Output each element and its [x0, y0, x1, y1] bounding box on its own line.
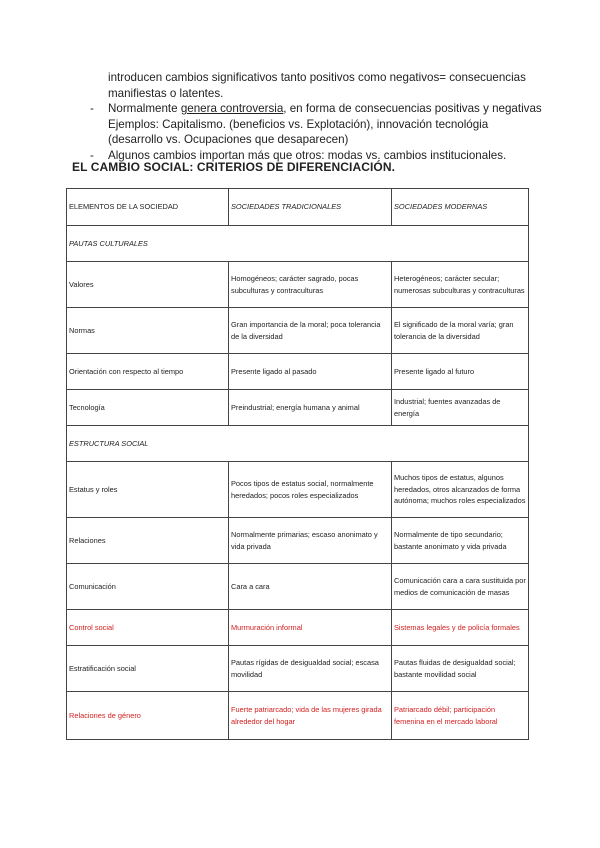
traditional-cell: Cara a cara: [229, 564, 392, 610]
bullet-item: [90, 101, 560, 148]
table-row-highlighted: [67, 610, 529, 646]
header-cell: SOCIEDADES MODERNAS: [392, 189, 529, 226]
bullet-line: (desarrollo vs. Ocupaciones que desaparecen): [108, 133, 349, 146]
element-cell: Estratificación social: [67, 646, 229, 692]
bullet-line: Ejemplos: Capitalismo. (beneficios vs. Explotación), innovación tecnológia: [108, 117, 489, 131]
modern-cell: Pautas fluidas de desigualdad social; bastante movilidad social: [392, 646, 529, 692]
traditional-cell: Pocos tipos de estatus social, normalmente heredados; pocos roles especializados: [229, 462, 392, 518]
element-cell: Relaciones de género: [67, 692, 229, 740]
table-row: [67, 564, 529, 610]
element-cell: Valores: [67, 262, 229, 308]
bullet-dash: -: [90, 102, 94, 115]
traditional-cell: Homogéneos; carácter sagrado, pocas subculturas y contraculturas: [229, 262, 392, 308]
section-heading: EL CAMBIO SOCIAL: CRITERIOS DE DIFERENCIACIÓN.: [72, 160, 396, 174]
table-row-highlighted: [67, 692, 529, 740]
header-cell: SOCIEDADES TRADICIONALES: [229, 189, 392, 226]
modern-cell: Normalmente de tipo secundario; bastante anonimato y vida privada: [392, 518, 529, 564]
element-cell: Relaciones: [67, 518, 229, 564]
bullet-line: Algunos cambios importan más que otros: modas vs. cambios institucionales.: [108, 148, 507, 162]
section-row: [67, 226, 529, 262]
element-cell: Orientación con respecto al tiempo: [67, 354, 229, 390]
header-cell: ELEMENTOS DE LA SOCIEDAD: [67, 189, 229, 226]
traditional-cell: Fuerte patriarcado; vida de las mujeres girada alrededor del hogar: [229, 692, 392, 740]
modern-cell: El significado de la moral varía; gran tolerancia de la diversidad: [392, 308, 529, 354]
traditional-cell: Murmuración informal: [229, 610, 392, 646]
table-header-row: [67, 189, 529, 226]
table-row: [67, 646, 529, 692]
modern-cell: Patriarcado débil; participación femenina en el mercado laboral: [392, 692, 529, 740]
table-row: [67, 390, 529, 426]
table-row: [67, 518, 529, 564]
modern-cell: Muchos tipos de estatus, algunos heredados, otros alcanzados de forma autónoma; muchos roles especializados: [392, 462, 529, 518]
bullet-dash: -: [90, 148, 94, 162]
traditional-cell: Normalmente primarias; escaso anonimato y vida privada: [229, 518, 392, 564]
section-label: ESTRUCTURA SOCIAL: [67, 426, 529, 462]
traditional-cell: Gran importancia de la moral; poca tolerancia de la diversidad: [229, 308, 392, 354]
modern-cell: Heterogéneos; carácter secular; numerosas subculturas y contraculturas: [392, 262, 529, 308]
underlined-phrase: genera controversia: [180, 102, 284, 115]
intro-text: [90, 70, 560, 163]
traditional-cell: Pautas rígidas de desigualdad social; escasa movilidad: [229, 646, 392, 692]
element-cell: Control social: [67, 610, 229, 646]
bullet-text: , en forma de consecuencias positivas y negativas: [283, 102, 542, 115]
modern-cell: Industrial; fuentes avanzadas de energía: [392, 390, 529, 426]
element-cell: Normas: [67, 308, 229, 354]
bullet-text: Normalmente: [108, 102, 181, 115]
bullet-line: [108, 101, 560, 117]
intro-continuation-line: introducen cambios significativos tanto positivos como negativos= consecuencias: [108, 71, 526, 84]
element-cell: Tecnología: [67, 390, 229, 426]
traditional-cell: Preindustrial; energía humana y animal: [229, 390, 392, 426]
element-cell: Comunicación: [67, 564, 229, 610]
table-row: [67, 354, 529, 390]
table-row: [67, 462, 529, 518]
modern-cell: Sistemas legales y de policía formales: [392, 610, 529, 646]
modern-cell: Comunicación cara a cara sustituida por medios de comunicación de masas: [392, 564, 529, 610]
section-row: [67, 426, 529, 462]
table-row: [67, 308, 529, 354]
table-row: [67, 262, 529, 308]
section-label: PAUTAS CULTURALES: [67, 226, 529, 262]
modern-cell: Presente ligado al futuro: [392, 354, 529, 390]
traditional-cell: Presente ligado al pasado: [229, 354, 392, 390]
element-cell: Estatus y roles: [67, 462, 229, 518]
intro-continuation-line: manifiestas o latentes.: [108, 86, 224, 100]
comparison-table: [66, 188, 529, 740]
